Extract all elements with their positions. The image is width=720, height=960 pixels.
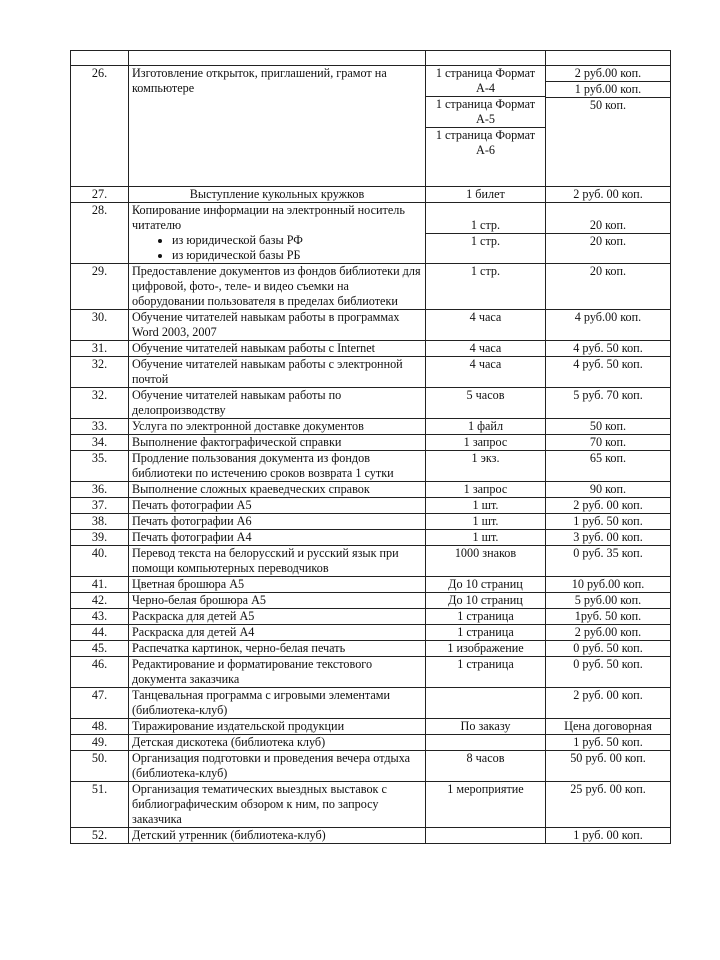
service-name — [129, 357, 426, 388]
price-value: 2 руб. 00 коп. — [573, 688, 643, 702]
unit-value: 1 билет — [466, 187, 505, 201]
price-value: 25 руб. 00 коп. — [570, 782, 646, 796]
blank-cell — [426, 51, 546, 66]
table-row — [71, 435, 671, 451]
row-number: 47. — [71, 688, 129, 719]
service-name-text: Предоставление документов из фондов библиотеки для цифровой, фото-, теле- и видео съемки на оборудовании пользователя в пределах библиотеки — [132, 264, 421, 308]
table-row — [71, 203, 671, 264]
unit-cell — [426, 187, 546, 203]
price-cell — [546, 641, 671, 657]
unit-cell — [426, 577, 546, 593]
service-name — [129, 187, 426, 203]
price-value: 2 руб. 00 коп. — [573, 498, 643, 512]
price-cell — [546, 530, 671, 546]
table-header-blank-row — [71, 51, 671, 66]
price-cell — [546, 751, 671, 782]
unit-cell — [426, 735, 546, 751]
service-name-text: Раскраска для детей А5 — [132, 609, 255, 623]
price-value: 50 коп. — [589, 419, 627, 433]
row-number: 35. — [71, 451, 129, 482]
service-name — [129, 419, 426, 435]
unit-cell — [426, 341, 546, 357]
service-name — [129, 609, 426, 625]
price-cell — [546, 435, 671, 451]
bullet-list — [132, 233, 422, 263]
table-row — [71, 546, 671, 577]
service-name-text: Организация подготовки и проведения вечера отдыха (библиотека-клуб) — [132, 751, 411, 780]
unit-cell — [426, 66, 546, 187]
table-row — [71, 419, 671, 435]
table-row — [71, 735, 671, 751]
unit-cell — [426, 310, 546, 341]
table-row — [71, 357, 671, 388]
row-number: 45. — [71, 641, 129, 657]
row-number: 49. — [71, 735, 129, 751]
price-value: 4 руб. 50 коп. — [573, 341, 643, 355]
service-name — [129, 498, 426, 514]
table-row — [71, 66, 671, 187]
unit-cell — [426, 625, 546, 641]
price-cell — [546, 66, 671, 187]
unit-cell — [426, 546, 546, 577]
price-cell — [546, 451, 671, 482]
row-number: 37. — [71, 498, 129, 514]
price-value: 1 руб. 50 коп. — [573, 514, 643, 528]
table-row — [71, 657, 671, 688]
service-name — [129, 482, 426, 498]
service-name-text: Обучение читателей навыкам работы по делопроизводству — [132, 388, 342, 417]
price-value: 3 руб. 00 коп. — [573, 530, 643, 544]
price-value: Цена договорная — [564, 719, 652, 733]
table-row — [71, 388, 671, 419]
service-name — [129, 341, 426, 357]
unit-cell — [426, 828, 546, 844]
unit-cell — [426, 641, 546, 657]
row-number: 30. — [71, 310, 129, 341]
unit-cell — [426, 514, 546, 530]
price-cell — [546, 310, 671, 341]
service-name — [129, 388, 426, 419]
unit-cell — [426, 419, 546, 435]
unit-cell — [426, 357, 546, 388]
table-row — [71, 593, 671, 609]
unit-value: 4 часа — [469, 341, 502, 355]
service-name-text: Печать фотографии А5 — [132, 498, 252, 512]
bullet-item: • из юридической базы РФ — [172, 233, 422, 248]
service-name-text: Изготовление открыток, приглашений, грамот на компьютере — [132, 66, 387, 95]
unit-value: 1 страница — [457, 609, 514, 623]
service-name — [129, 782, 426, 828]
unit-value: 1 изображение — [447, 641, 524, 655]
table-row — [71, 828, 671, 844]
row-number: 32. — [71, 388, 129, 419]
price-value: 50 руб. 00 коп. — [570, 751, 646, 765]
price-value: 0 руб. 50 коп. — [573, 657, 643, 671]
blank-cell — [71, 51, 129, 66]
row-number: 36. — [71, 482, 129, 498]
unit-value: 1 страница Формат А-6 — [426, 127, 545, 158]
table-row — [71, 482, 671, 498]
unit-cell — [426, 203, 546, 264]
unit-value: 1 стр. — [470, 218, 501, 232]
unit-value: 1 мероприятие — [447, 782, 524, 796]
price-cell — [546, 341, 671, 357]
unit-cell — [426, 530, 546, 546]
service-name-text: Детский утренник (библиотека-клуб) — [132, 828, 326, 842]
service-name-text: Цветная брошюра А5 — [132, 577, 245, 591]
row-number: 39. — [71, 530, 129, 546]
unit-value: 1000 знаков — [454, 546, 517, 560]
table-row — [71, 625, 671, 641]
table-row — [71, 498, 671, 514]
unit-value: 1 стр. — [426, 233, 545, 249]
service-name-text: Копирование информации на электронный носитель читателю — [132, 203, 405, 232]
price-cell — [546, 577, 671, 593]
service-name — [129, 514, 426, 530]
price-cell — [546, 735, 671, 751]
unit-value: 1 запрос — [463, 482, 508, 496]
unit-value: 8 часов — [466, 751, 505, 765]
price-cell — [546, 514, 671, 530]
unit-value: До 10 страниц — [448, 577, 523, 591]
table-row — [71, 451, 671, 482]
unit-cell — [426, 593, 546, 609]
price-cell — [546, 782, 671, 828]
table-row — [71, 187, 671, 203]
service-name-text: Выполнение фактографической справки — [132, 435, 342, 449]
service-name-text: Обучение читателей навыкам работы с Internet — [132, 341, 376, 355]
service-name — [129, 751, 426, 782]
row-number: 34. — [71, 435, 129, 451]
price-value: 1 руб. 50 коп. — [573, 735, 643, 749]
service-name — [129, 66, 426, 187]
unit-value: 4 часа — [469, 310, 502, 324]
table-row — [71, 782, 671, 828]
service-name-text: Печать фотографии А6 — [132, 514, 252, 528]
unit-value: 1 страница — [457, 625, 514, 639]
service-name — [129, 688, 426, 719]
price-value: 2 руб.00 коп. — [574, 66, 642, 80]
unit-cell — [426, 609, 546, 625]
service-name — [129, 625, 426, 641]
price-value: 20 коп. — [589, 218, 627, 232]
row-number: 28. — [71, 203, 129, 264]
unit-value: До 10 страниц — [448, 593, 523, 607]
table-row — [71, 530, 671, 546]
unit-value: По заказу — [460, 719, 511, 733]
service-name-text: Перевод текста на белорусский и русский язык при помощи компьютерных переводчиков — [132, 546, 399, 575]
table-row — [71, 719, 671, 735]
service-name-text: Распечатка картинок, черно-белая печать — [132, 641, 346, 655]
service-name-text: Танцевальная программа с игровыми элементами (библиотека-клуб) — [132, 688, 391, 717]
unit-cell — [426, 451, 546, 482]
row-number: 46. — [71, 657, 129, 688]
price-cell — [546, 388, 671, 419]
service-name-text: Обучение читателей навыкам работы в программах Word 2003, 2007 — [132, 310, 400, 339]
row-number: 50. — [71, 751, 129, 782]
service-name — [129, 203, 426, 264]
price-cell — [546, 419, 671, 435]
price-value: 0 руб. 50 коп. — [573, 641, 643, 655]
service-name — [129, 451, 426, 482]
row-number: 42. — [71, 593, 129, 609]
unit-value: 1 страница — [457, 657, 514, 671]
price-cell — [546, 593, 671, 609]
row-number: 44. — [71, 625, 129, 641]
row-number: 40. — [71, 546, 129, 577]
unit-value: 1 шт. — [472, 514, 499, 528]
unit-cell — [426, 264, 546, 310]
service-name-text: Организация тематических выездных выставок с библиографическим обзором к ним, по запросу заказчика — [132, 782, 387, 826]
price-cell — [546, 609, 671, 625]
service-name-text: Раскраска для детей А4 — [132, 625, 255, 639]
unit-value: 4 часа — [469, 357, 502, 371]
service-name-text: Печать фотографии А4 — [132, 530, 252, 544]
row-number: 26. — [71, 66, 129, 187]
unit-cell — [426, 782, 546, 828]
price-cell — [546, 657, 671, 688]
price-value: 65 коп. — [589, 451, 627, 465]
unit-value: 1 файл — [467, 419, 504, 433]
price-cell — [546, 498, 671, 514]
unit-cell — [426, 482, 546, 498]
unit-cell — [426, 688, 546, 719]
price-cell — [546, 828, 671, 844]
table-row — [71, 577, 671, 593]
row-number: 41. — [71, 577, 129, 593]
price-value: 1руб. 50 коп. — [574, 609, 642, 623]
price-cell — [546, 482, 671, 498]
price-value: 10 руб.00 коп. — [571, 577, 645, 591]
service-name — [129, 735, 426, 751]
price-cell — [546, 688, 671, 719]
service-name — [129, 577, 426, 593]
service-name — [129, 593, 426, 609]
table-row — [71, 688, 671, 719]
service-name — [129, 435, 426, 451]
table-row — [71, 641, 671, 657]
unit-value: 1 страница Формат А-5 — [426, 96, 545, 127]
row-number: 51. — [71, 782, 129, 828]
unit-cell — [426, 388, 546, 419]
unit-value: 1 шт. — [472, 498, 499, 512]
price-value: 4 руб.00 коп. — [574, 310, 642, 324]
price-value: 50 коп. — [546, 97, 670, 113]
bullet-item: • из юридической базы РБ — [172, 248, 422, 263]
service-name-text: Выполнение сложных краеведческих справок — [132, 482, 370, 496]
row-number: 29. — [71, 264, 129, 310]
price-table — [70, 50, 671, 844]
unit-value: 1 экз. — [471, 451, 500, 465]
service-name — [129, 828, 426, 844]
unit-cell — [426, 719, 546, 735]
service-name-text: Тиражирование издательской продукции — [132, 719, 345, 733]
price-value: 2 руб. 00 коп. — [573, 187, 643, 201]
service-name-text: Редактирование и форматирование текстового документа заказчика — [132, 657, 373, 686]
unit-value: 5 часов — [466, 388, 505, 402]
blank-cell — [129, 51, 426, 66]
price-value: 20 коп. — [589, 264, 627, 278]
unit-value: 1 страница Формат А-4 — [435, 66, 536, 95]
row-number: 43. — [71, 609, 129, 625]
price-value: 20 коп. — [546, 233, 670, 249]
row-number: 52. — [71, 828, 129, 844]
table-row — [71, 310, 671, 341]
service-name — [129, 530, 426, 546]
row-number: 33. — [71, 419, 129, 435]
unit-cell — [426, 751, 546, 782]
service-name-text: Услуга по электронной доставке документов — [132, 419, 364, 433]
price-value: 1 руб. 00 коп. — [573, 828, 643, 842]
service-name-text: Обучение читателей навыкам работы с электронной почтой — [132, 357, 403, 386]
blank-cell — [546, 51, 671, 66]
row-number: 32. — [71, 357, 129, 388]
price-value: 1 руб.00 коп. — [546, 81, 670, 97]
unit-cell — [426, 498, 546, 514]
price-value: 0 руб. 35 коп. — [573, 546, 643, 560]
table-row — [71, 514, 671, 530]
price-cell — [546, 264, 671, 310]
price-cell — [546, 719, 671, 735]
service-name — [129, 719, 426, 735]
row-number: 38. — [71, 514, 129, 530]
price-value: 5 руб. 70 коп. — [573, 388, 643, 402]
service-name-text: Выступление кукольных кружков — [189, 187, 365, 201]
unit-cell — [426, 657, 546, 688]
service-name-text: Продление пользования документа из фондов библиотеки по истечению сроков возврата 1 сутки — [132, 451, 394, 480]
price-cell — [546, 546, 671, 577]
row-number: 31. — [71, 341, 129, 357]
price-value: 70 коп. — [589, 435, 627, 449]
row-number: 48. — [71, 719, 129, 735]
price-cell — [546, 203, 671, 264]
service-name-text: Детская дискотека (библиотека клуб) — [132, 735, 326, 749]
price-cell — [546, 357, 671, 388]
price-value: 5 руб.00 коп. — [574, 593, 642, 607]
service-name — [129, 641, 426, 657]
service-name-text: Черно-белая брошюра А5 — [132, 593, 267, 607]
service-name — [129, 264, 426, 310]
price-value: 2 руб.00 коп. — [574, 625, 642, 639]
table-row — [71, 341, 671, 357]
row-number: 27. — [71, 187, 129, 203]
service-name — [129, 657, 426, 688]
price-cell — [546, 625, 671, 641]
table-row — [71, 609, 671, 625]
price-value: 90 коп. — [589, 482, 627, 496]
price-cell — [546, 187, 671, 203]
unit-cell — [426, 435, 546, 451]
service-name — [129, 310, 426, 341]
price-value: 4 руб. 50 коп. — [573, 357, 643, 371]
table-row — [71, 264, 671, 310]
unit-value: 1 стр. — [470, 264, 501, 278]
unit-value: 1 шт. — [472, 530, 499, 544]
unit-value: 1 запрос — [463, 435, 508, 449]
table-row — [71, 751, 671, 782]
service-name — [129, 546, 426, 577]
